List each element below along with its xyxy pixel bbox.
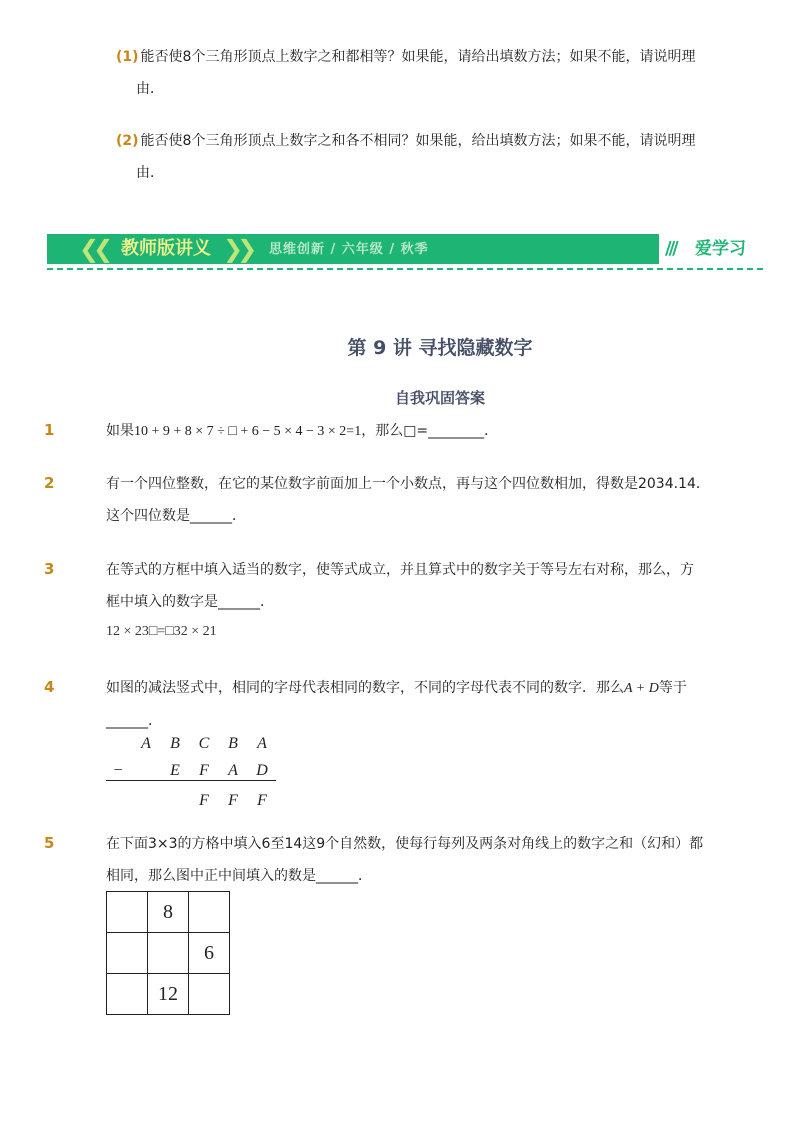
grid-cell	[107, 892, 148, 933]
grid-row	[107, 933, 230, 974]
sub-question-number: (1)	[116, 49, 139, 65]
question-1-text	[106, 415, 726, 448]
grid-row	[107, 974, 230, 1015]
logo-mark-icon: ///	[665, 238, 676, 259]
digit-letter: F	[228, 792, 238, 809]
grid-cell: 6	[189, 933, 230, 974]
question-line	[106, 672, 726, 705]
question-suffix: ，那么□=________．	[361, 423, 499, 439]
question-line: ______．	[106, 713, 162, 729]
question-line: 在等式的方框中填入适当的数字，使等式成立，并且算式中的数字关于等号左右对称，那么，方	[106, 562, 694, 578]
question-4-text	[106, 672, 726, 737]
question-number: 5	[44, 834, 55, 852]
banner-title: 教师版讲义	[121, 238, 211, 259]
digit-letter: E	[170, 762, 180, 779]
sub-question-text: 能否使8个三角形顶点上数字之和各不相同？如果能，给出填数方法；如果不能，请说明理	[140, 133, 696, 149]
question-line: 这个四位数是______．	[106, 508, 246, 524]
digit-letter: F	[199, 762, 209, 779]
sub-question-text-cont: 由．	[136, 165, 164, 181]
question-formula: A + D	[624, 681, 659, 696]
grid-row	[107, 892, 230, 933]
digit-letter: A	[228, 762, 238, 779]
question-3-text	[106, 554, 726, 618]
banner-divider	[47, 268, 763, 270]
digit-letter: A	[141, 735, 151, 752]
question-5-text	[106, 828, 726, 892]
chevron-right-icon: ❯❯	[223, 235, 252, 263]
sub-question-text: 能否使8个三角形顶点上数字之和都相等？如果能，请给出填数方法；如果不能，请说明理	[140, 49, 696, 65]
question-line: 在下面3×3的方格中填入6至14这9个自然数，使每行每列及两条对角线上的数字之和（幻和）都	[106, 836, 704, 852]
grid-cell: 8	[148, 892, 189, 933]
sub-question-number: (2)	[116, 133, 139, 149]
lecture-title: 第 9 讲 寻找隐藏数字	[347, 337, 533, 359]
header-banner	[47, 234, 763, 264]
digit-letter: C	[198, 735, 210, 752]
grid-cell	[148, 933, 189, 974]
digit-letter: D	[256, 762, 268, 779]
question-number: 3	[44, 560, 55, 578]
grid-cell	[189, 892, 230, 933]
sub-question-1	[116, 41, 736, 105]
sub-question-text-cont: 由．	[136, 81, 164, 97]
digit-letter: F	[257, 792, 267, 809]
question-text: 等于	[658, 680, 687, 696]
grid-cell: 12	[148, 974, 189, 1015]
grid-cell	[189, 974, 230, 1015]
question-line: 框中填入的数字是______．	[106, 594, 274, 610]
digit-letter: B	[170, 735, 180, 752]
chevron-left-icon: ❮❮	[79, 235, 108, 263]
question-3-equation: 12 × 23□=□32 × 21	[106, 624, 217, 639]
logo	[659, 234, 763, 264]
sub-question-2	[116, 125, 736, 189]
digit-letter: F	[199, 792, 209, 809]
banner-subtitle: 思维创新 / 六年级 / 秋季	[269, 242, 429, 257]
digit-letter: B	[228, 735, 238, 752]
question-number: 1	[44, 421, 55, 439]
section-title: 自我巩固答案	[394, 389, 485, 407]
subtraction-line	[106, 780, 276, 781]
question-number: 2	[44, 474, 55, 492]
grid-cell	[107, 974, 148, 1015]
question-prefix: 如果	[106, 423, 134, 439]
logo-text: 爱学习	[695, 239, 746, 259]
grid-cell	[107, 933, 148, 974]
digit-letter: A	[257, 735, 267, 752]
magic-square-grid	[106, 891, 230, 1015]
question-formula: 10 + 9 + 8 × 7 ÷ □ + 6 − 5 × 4 − 3 × 2=1	[134, 424, 362, 439]
question-number: 4	[44, 678, 55, 696]
question-2-text	[106, 468, 726, 532]
question-line: 相同，那么图中正中间填入的数是______．	[106, 868, 372, 884]
question-line: 有一个四位整数，在它的某位数字前面加上一个小数点，再与这个四位数相加，得数是2034.14．	[106, 476, 710, 492]
minus-sign: −	[113, 762, 123, 779]
question-text: 如图的减法竖式中，相同的字母代表相同的数字，不同的字母代表不同的数字．那么	[106, 680, 624, 696]
